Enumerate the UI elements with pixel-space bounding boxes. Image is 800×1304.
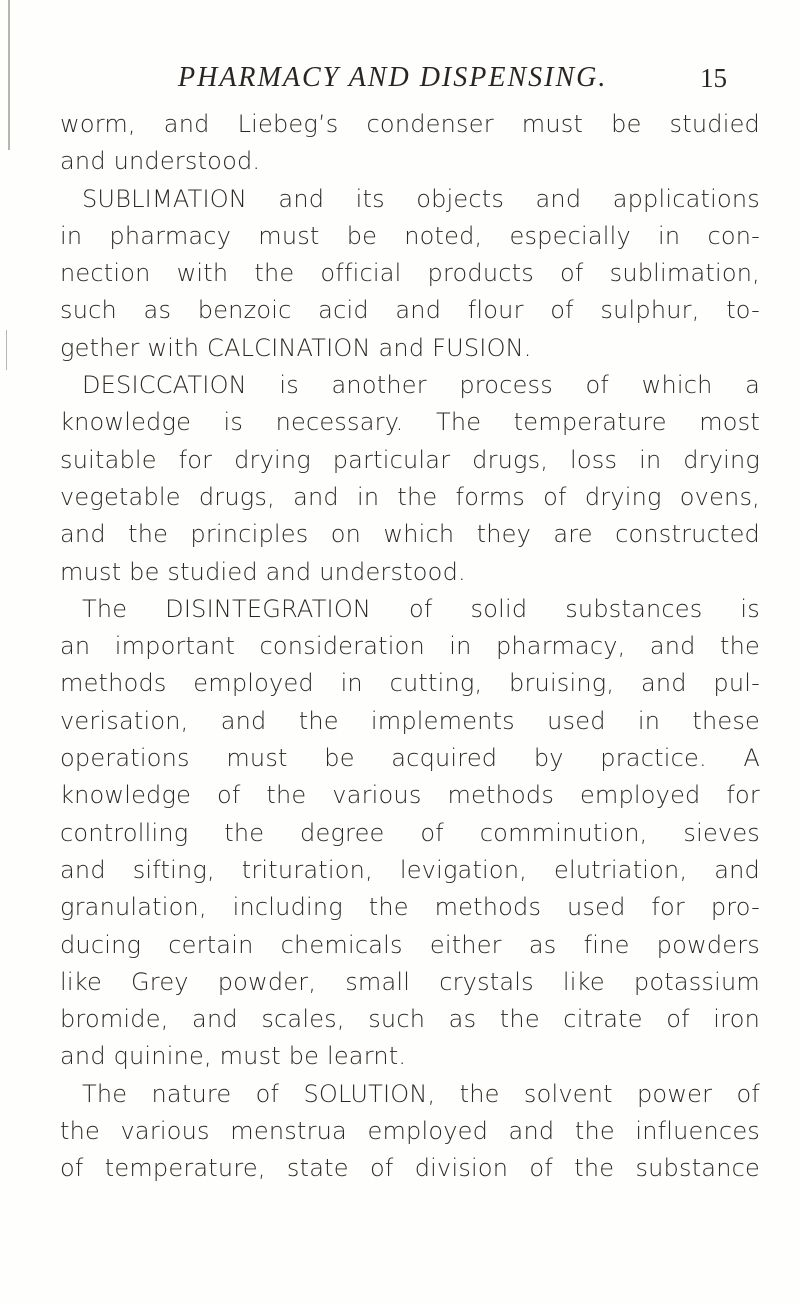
page-header: [0, 58, 800, 98]
page-number: 15: [700, 63, 727, 93]
running-head: PHARMACY AND DISPENSING.: [178, 62, 608, 93]
text-line: the various menstrua employed and the influences: [60, 1117, 760, 1146]
text-line: vegetable drugs, and in the forms of drying ovens,: [60, 482, 760, 511]
text-line: knowledge of the various methods employed for: [60, 781, 760, 810]
text-line: The nature of SOLUTION, the solvent power of: [82, 1079, 760, 1108]
text-line: and sifting, trituration, levigation, elutriation, and: [60, 855, 760, 884]
body-text: [60, 106, 760, 1188]
text-line: knowledge is necessary. The temperature most: [60, 408, 760, 437]
text-line: suitable for drying particular drugs, loss in drying: [60, 445, 760, 474]
text-line: SUBLIMATION and its objects and applications: [82, 184, 760, 213]
text-line: in pharmacy must be noted, especially in con-: [60, 221, 760, 250]
text-line: verisation, and the implements used in these: [60, 706, 760, 735]
text-line: nection with the official products of sublimation,: [60, 259, 760, 288]
text-line: and understood.: [60, 147, 261, 176]
text-line: gether with CALCINATION and FUSION.: [60, 333, 532, 362]
text-line: controlling the degree of comminution, sieves: [60, 818, 760, 847]
text-line: like Grey powder, small crystals like potassium: [60, 967, 760, 996]
text-line: The DISINTEGRATION of solid substances is: [82, 594, 760, 623]
text-line: such as benzoic acid and flour of sulphur, to-: [60, 296, 760, 325]
text-line: and the principles on which they are constructed: [60, 520, 760, 549]
text-line: DESICCATION is another process of which a: [82, 371, 760, 400]
text-line: granulation, including the methods used for pro-: [60, 893, 760, 922]
text-line: methods employed in cutting, bruising, and pul-: [60, 669, 760, 698]
page-edge-mark: [6, 330, 7, 370]
text-line: an important consideration in pharmacy, and the: [60, 632, 760, 661]
text-line: ducing certain chemicals either as fine powders: [60, 930, 760, 959]
text-line: worm, and Liebeg’s condenser must be studied: [60, 110, 760, 138]
text-line: bromide, and scales, such as the citrate of iron: [60, 1005, 760, 1034]
text-line: must be studied and understood.: [60, 557, 466, 586]
text-line: of temperature, state of division of the substance: [60, 1154, 760, 1183]
text-line: operations must be acquired by practice. A: [60, 744, 760, 773]
text-line: and quinine, must be learnt.: [60, 1042, 407, 1071]
